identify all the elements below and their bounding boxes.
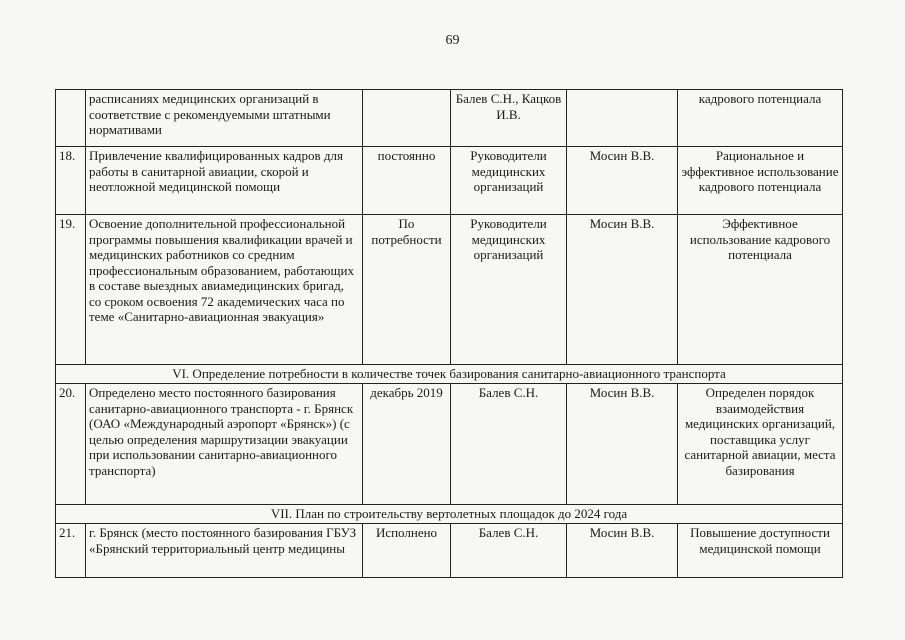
executor-cell: Балев С.Н., Кацков И.В. — [451, 90, 567, 147]
result-cell: кадрового потенциала — [678, 90, 843, 147]
term-cell: постоянно — [363, 147, 451, 215]
executor-cell: Руководители медицинских организаций — [451, 147, 567, 215]
table-row — [56, 147, 843, 215]
result-cell: Определен порядок взаимодействия медицинских организаций, поставщика услуг санитарной авиации, места базирования — [678, 384, 843, 505]
responsible-cell — [567, 90, 678, 147]
task-cell: Освоение дополнительной профессиональной программы повышения квалификации врачей и медицинских работников со средним профессиональным образованием, работающих в составе выездных авиамедицинских бригад, со сроком освоения 72 академических часа по теме «Санитарно-авиационная эвакуация» — [86, 215, 363, 365]
row-number: 19. — [56, 215, 86, 365]
section-row — [56, 365, 843, 384]
row-number: 20. — [56, 384, 86, 505]
term-cell: Исполнено — [363, 524, 451, 578]
table-row — [56, 90, 843, 147]
task-cell: Определено место постоянного базирования санитарно-авиационного транспорта - г. Брянск (ОАО «Международный аэропорт «Брянск») (с целью определения маршрутизации эвакуации при использовании санитарно-авиационного транспорта) — [86, 384, 363, 505]
table-row — [56, 215, 843, 365]
responsible-cell: Мосин В.В. — [567, 215, 678, 365]
task-cell: г. Брянск (место постоянного базирования ГБУЗ «Брянский территориальный центр медицины — [86, 524, 363, 578]
term-cell: По потребности — [363, 215, 451, 365]
responsible-cell: Мосин В.В. — [567, 147, 678, 215]
executor-cell: Балев С.Н. — [451, 524, 567, 578]
activity-plan-table — [55, 89, 843, 578]
table-row — [56, 384, 843, 505]
row-number: 21. — [56, 524, 86, 578]
page-number: 69 — [445, 33, 460, 48]
term-cell: декабрь 2019 — [363, 384, 451, 505]
executor-cell: Балев С.Н. — [451, 384, 567, 505]
result-cell: Рациональное и эффективное использование кадрового потенциала — [678, 147, 843, 215]
executor-cell: Руководители медицинских организаций — [451, 215, 567, 365]
section-row — [56, 505, 843, 524]
task-cell: расписаниях медицинских организаций в соответствие с рекомендуемыми штатными нормативами — [86, 90, 363, 147]
table-row — [56, 524, 843, 578]
row-number: 18. — [56, 147, 86, 215]
row-number — [56, 90, 86, 147]
result-cell: Повышение доступности медицинской помощи — [678, 524, 843, 578]
task-cell: Привлечение квалифицированных кадров для работы в санитарной авиации, скорой и неотложной медицинской помощи — [86, 147, 363, 215]
responsible-cell: Мосин В.В. — [567, 384, 678, 505]
section-heading: VII. План по строительству вертолетных площадок до 2024 года — [56, 505, 843, 524]
term-cell — [363, 90, 451, 147]
result-cell: Эффективное использование кадрового потенциала — [678, 215, 843, 365]
responsible-cell: Мосин В.В. — [567, 524, 678, 578]
section-heading: VI. Определение потребности в количестве точек базирования санитарно-авиационного транспорта — [56, 365, 843, 384]
